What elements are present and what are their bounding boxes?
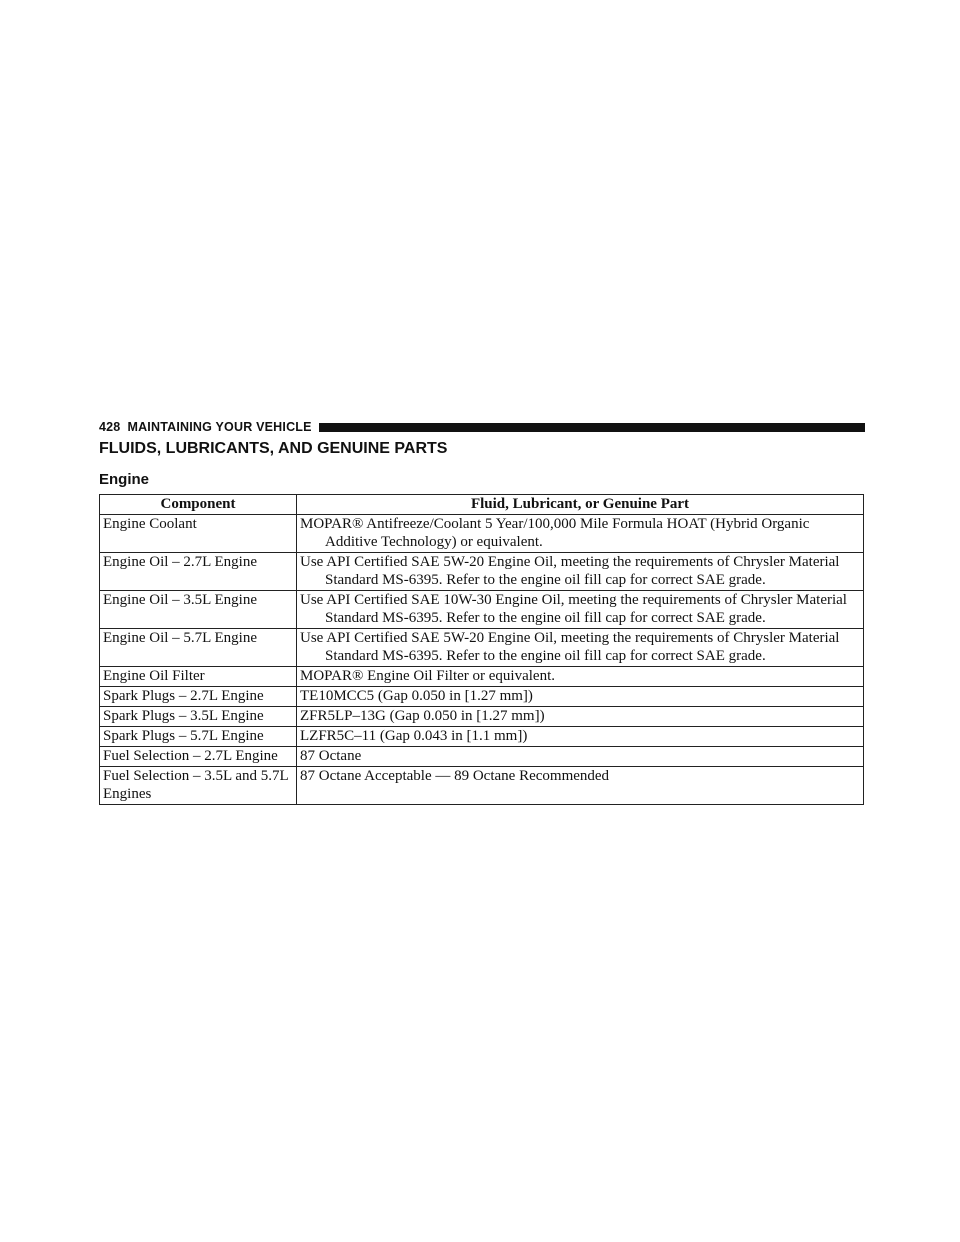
table-row bbox=[100, 707, 864, 727]
part-text: TE10MCC5 (Gap 0.050 in [1.27 mm]) bbox=[300, 688, 533, 704]
column-header-part: Fluid, Lubricant, or Genuine Part bbox=[297, 495, 864, 515]
component-cell: Spark Plugs – 3.5L Engine bbox=[100, 707, 297, 727]
component-cell: Engine Oil – 3.5L Engine bbox=[100, 591, 297, 629]
part-cell bbox=[297, 667, 864, 687]
table-row bbox=[100, 747, 864, 767]
component-cell: Engine Coolant bbox=[100, 515, 297, 553]
table-row bbox=[100, 727, 864, 747]
part-cell bbox=[297, 591, 864, 629]
part-text: MOPAR® Antifreeze/Coolant 5 Year/100,000 Mile Formula HOAT (Hybrid Organic Additive Technology) or equivalent. bbox=[300, 516, 810, 550]
table-row bbox=[100, 515, 864, 553]
part-text: 87 Octane Acceptable — 89 Octane Recommended bbox=[300, 768, 610, 784]
part-text: Use API Certified SAE 10W-30 Engine Oil, meeting the requirements of Chrysler Material Standard MS-6395. Refer to the engine oil fill cap for correct SAE grade. bbox=[300, 592, 847, 626]
column-header-component: Component bbox=[100, 495, 297, 515]
part-cell bbox=[297, 767, 864, 805]
part-text: Use API Certified SAE 5W-20 Engine Oil, meeting the requirements of Chrysler Material Standard MS-6395. Refer to the engine oil fill cap for correct SAE grade. bbox=[300, 554, 840, 588]
component-cell: Spark Plugs – 2.7L Engine bbox=[100, 687, 297, 707]
part-cell bbox=[297, 707, 864, 727]
table-row bbox=[100, 667, 864, 687]
component-cell: Fuel Selection – 3.5L and 5.7L Engines bbox=[100, 767, 297, 805]
part-text: MOPAR® Engine Oil Filter or equivalent. bbox=[300, 668, 555, 684]
table-row bbox=[100, 687, 864, 707]
part-cell bbox=[297, 747, 864, 767]
table-row bbox=[100, 767, 864, 805]
part-text: 87 Octane bbox=[300, 748, 362, 764]
part-cell bbox=[297, 629, 864, 667]
page-title: FLUIDS, LUBRICANTS, AND GENUINE PARTS bbox=[99, 440, 448, 457]
header-rule bbox=[319, 423, 865, 432]
section-heading-engine: Engine bbox=[99, 471, 150, 488]
table-header-row bbox=[100, 495, 864, 515]
part-cell bbox=[297, 727, 864, 747]
part-text: Use API Certified SAE 5W-20 Engine Oil, meeting the requirements of Chrysler Material Standard MS-6395. Refer to the engine oil fill cap for correct SAE grade. bbox=[300, 630, 840, 664]
component-cell: Engine Oil Filter bbox=[100, 667, 297, 687]
component-cell: Fuel Selection – 2.7L Engine bbox=[100, 747, 297, 767]
part-cell bbox=[297, 553, 864, 591]
fluids-table bbox=[99, 494, 864, 805]
component-cell: Engine Oil – 5.7L Engine bbox=[100, 629, 297, 667]
component-cell: Spark Plugs – 5.7L Engine bbox=[100, 727, 297, 747]
component-cell: Engine Oil – 2.7L Engine bbox=[100, 553, 297, 591]
table-row bbox=[100, 591, 864, 629]
part-text: LZFR5C–11 (Gap 0.043 in [1.1 mm]) bbox=[300, 728, 528, 744]
page-number: 428 bbox=[99, 420, 121, 434]
table-row bbox=[100, 629, 864, 667]
part-text: ZFR5LP–13G (Gap 0.050 in [1.27 mm]) bbox=[300, 708, 545, 724]
part-cell bbox=[297, 515, 864, 553]
part-cell bbox=[297, 687, 864, 707]
running-header-section: MAINTAINING YOUR VEHICLE bbox=[127, 420, 312, 434]
table-row bbox=[100, 553, 864, 591]
running-header bbox=[99, 418, 865, 436]
